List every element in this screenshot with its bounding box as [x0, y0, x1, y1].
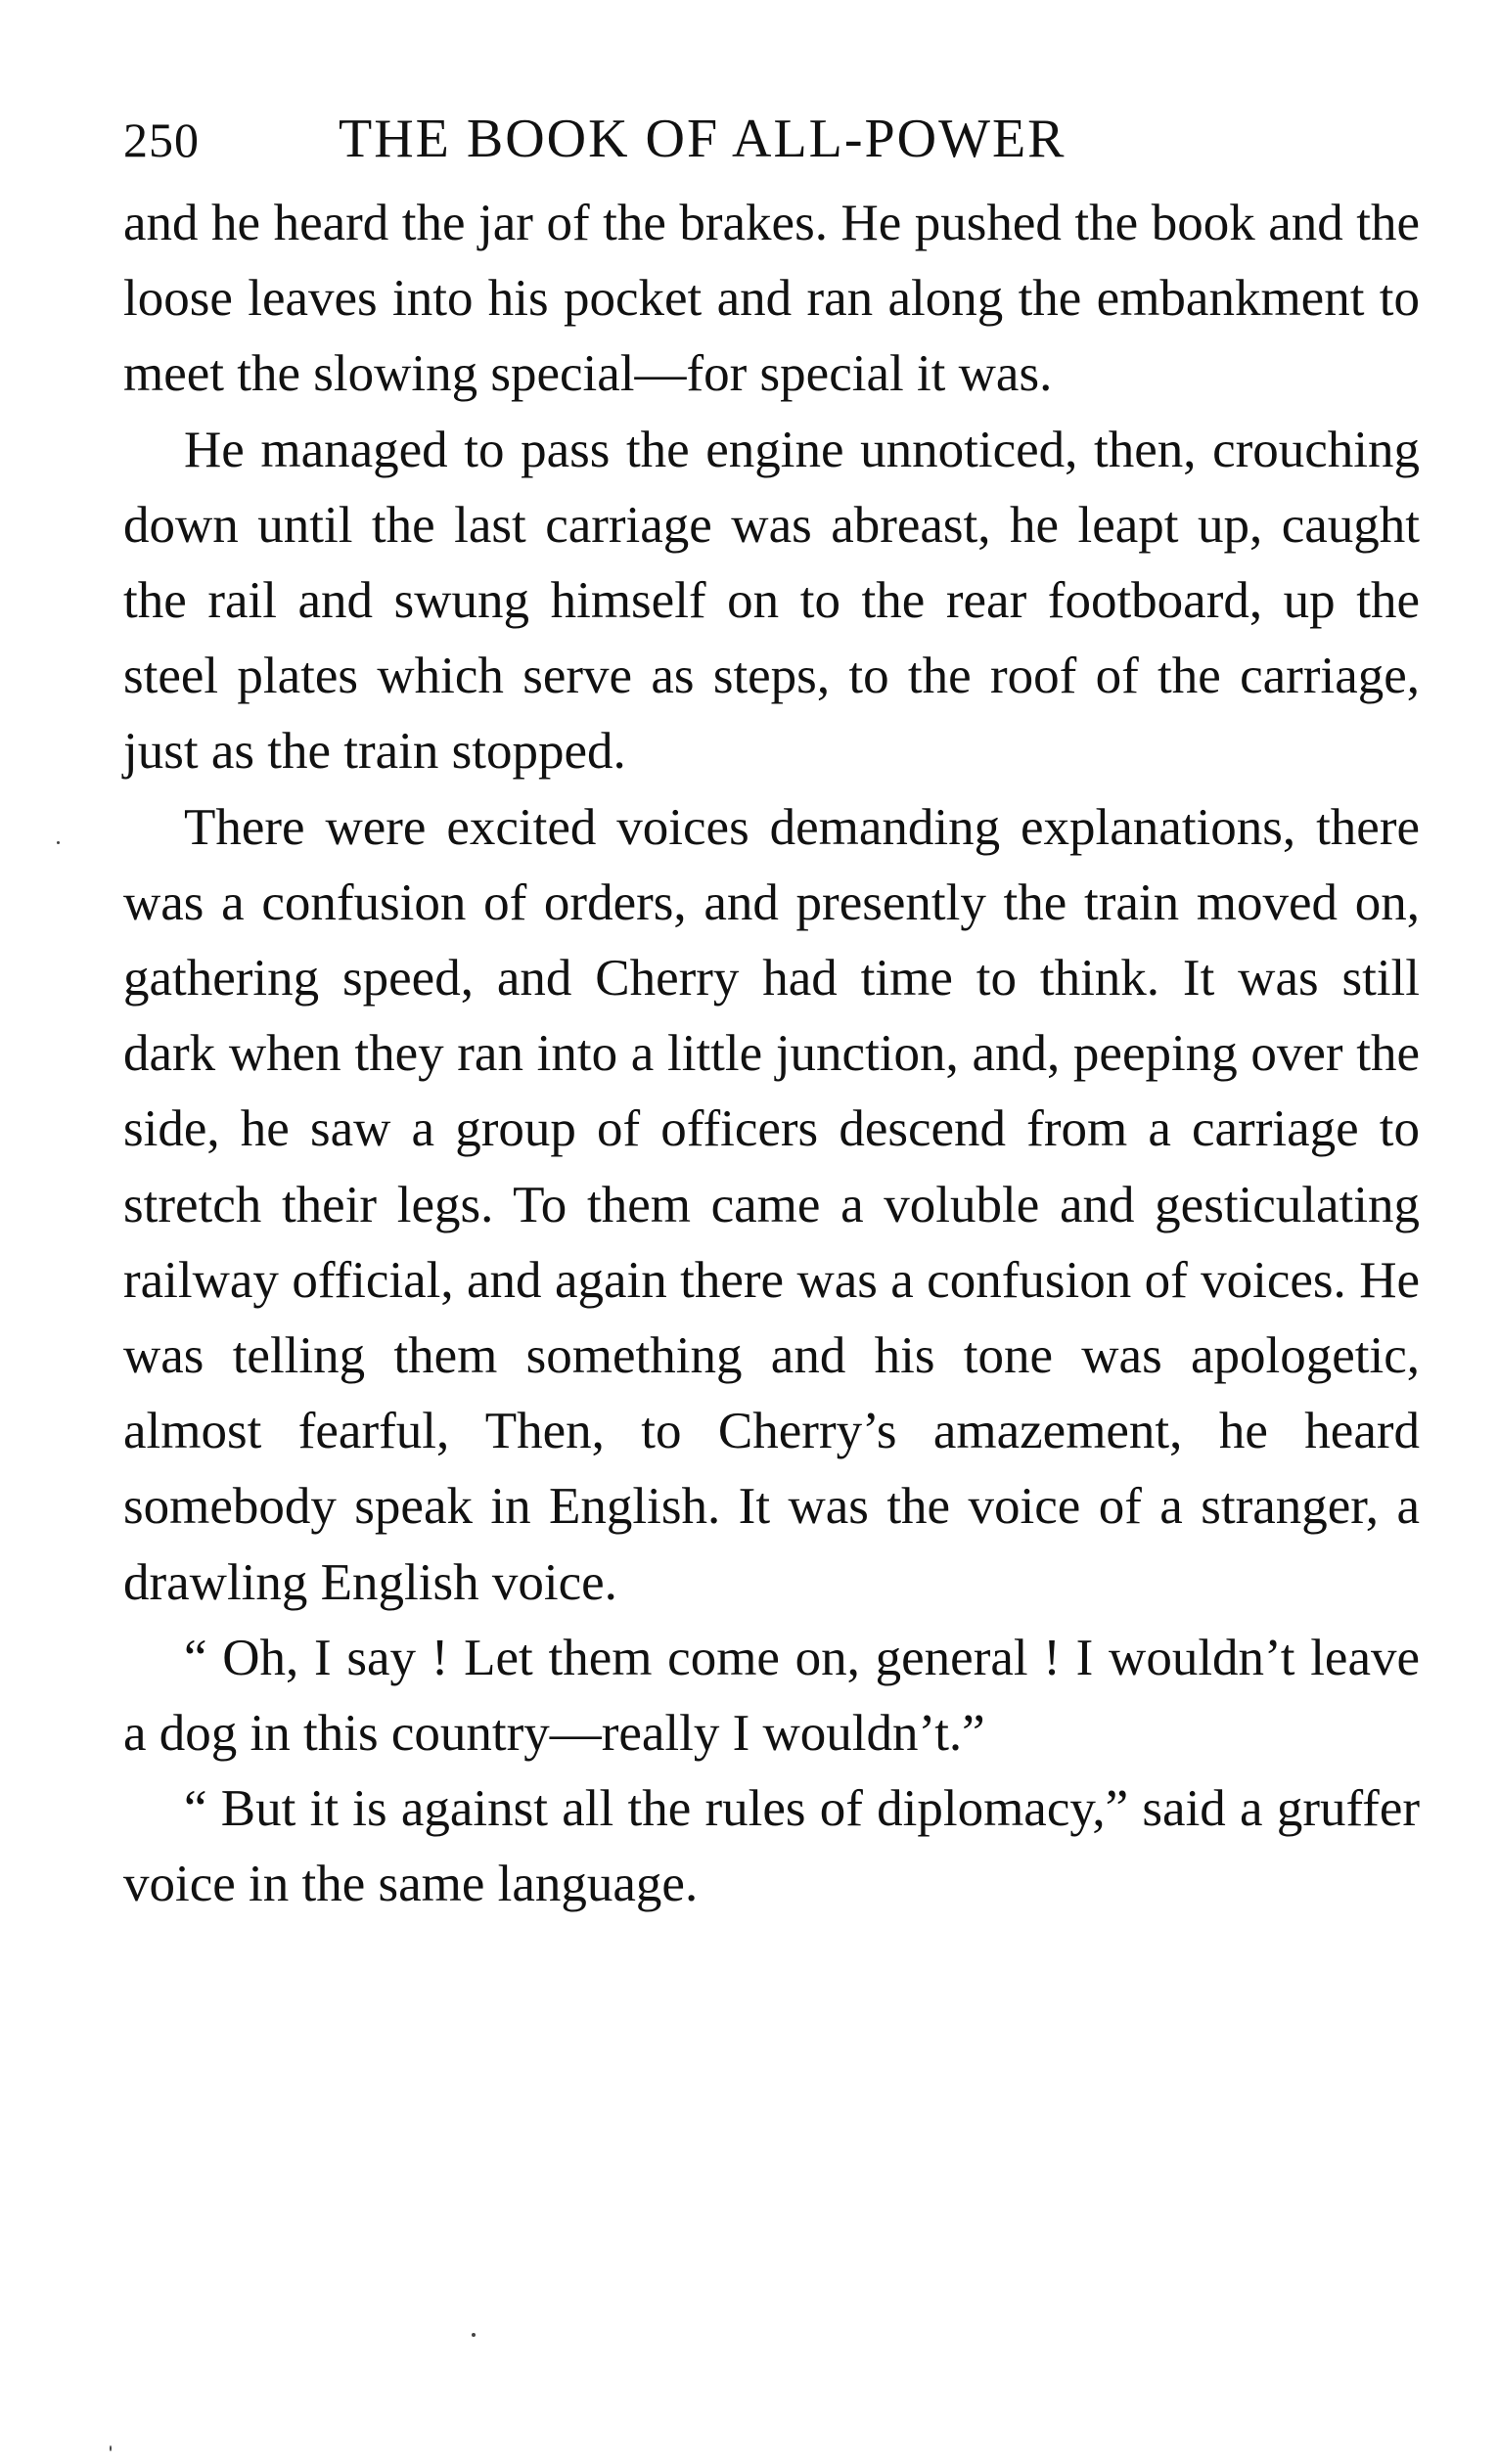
- paragraph-2: He managed to pass the engine unnoticed, then, crouching down until the last carriage was abreast, he leapt up, caught the rail and swung himself on to the rear footboard, up the steel plates which serve as steps, to the roof of the carriage, just as the train stopped.: [123, 421, 1420, 781]
- paragraph-1: and he heard the jar of the brakes. He pushed the book and the loose leaves into his pocket and ran along the embankment to meet the slowing special—for special it was.: [123, 195, 1420, 403]
- book-page: [123, 108, 1420, 1923]
- paragraph-4: “ Oh, I say ! Let them come on, general ! I wouldn’t leave a dog in this country—really I wouldn’t.”: [123, 1629, 1420, 1763]
- running-title: THE BOOK OF ALL-POWER: [339, 109, 1067, 169]
- paragraph-5: “ But it is against all the rules of diplomacy,” said a gruffer voice in the same language.: [123, 1780, 1420, 1913]
- paper-speck: [110, 2445, 112, 2451]
- page-number: 250: [123, 112, 200, 167]
- body-text: [123, 186, 1420, 1923]
- paper-speck: [57, 841, 60, 844]
- paper-speck: [472, 2333, 476, 2337]
- paragraph-3: There were excited voices demanding explanations, there was a confusion of orders, and presently the train moved on, gathering speed, and Cherry had time to think. It was still dark when they ran into a little junction, and, peeping over the side, he saw a group of officers descend from a carriage to stretch their legs. To them came a voluble and gesticulating railway official, and again there was a confusion of voices. He was telling them something and his tone was apologetic, almost fearful, Then, to Cherry’s amazement, he heard somebody speak in English. It was the voice of a stranger, a drawling English voice.: [123, 798, 1420, 1611]
- running-header: [123, 108, 1420, 176]
